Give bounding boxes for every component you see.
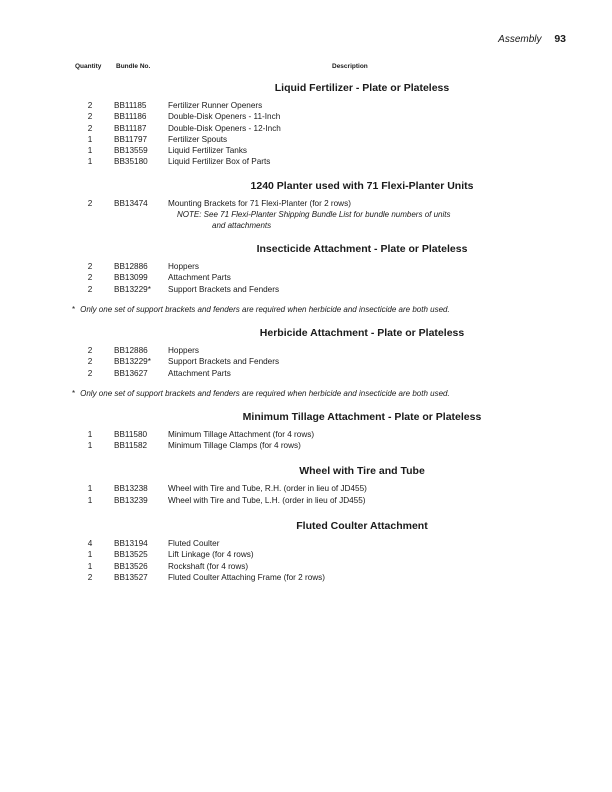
description-cell: Minimum Tillage Clamps (for 4 rows) — [168, 441, 301, 451]
column-header-quantity: Quantity — [75, 63, 102, 70]
description-cell: Fertilizer Runner Openers — [168, 101, 263, 110]
section-title: Insecticide Attachment - Plate or Plateless — [256, 243, 468, 256]
bundle-number-cell: BB12886 — [114, 345, 148, 355]
quantity-cell: 1 — [87, 157, 93, 167]
description-cell: Fluted Coulter Attaching Frame (for 2 rows) — [168, 572, 325, 582]
quantity-cell: 2 — [87, 284, 93, 294]
bundle-number-cell: BB13527 — [114, 572, 148, 582]
section-rows — [0, 261, 612, 295]
section-rows — [0, 429, 612, 452]
section-title: Minimum Tillage Attachment - Plate or Plateless — [242, 410, 482, 423]
quantity-cell: 1 — [87, 495, 93, 505]
section-name: Assembly — [498, 34, 542, 45]
section-gap — [0, 315, 612, 325]
bundle-number-cell: BB13525 — [114, 550, 148, 560]
description-cell: Hoppers — [168, 345, 199, 355]
table-row — [0, 495, 612, 506]
section-title: Liquid Fertilizer - Plate or Plateless — [274, 82, 450, 94]
description-cell: Fertilizer Spouts — [168, 134, 228, 144]
description-cell: Support Brackets and Fenders — [168, 284, 280, 294]
bundle-number-cell: BB13238 — [114, 484, 148, 494]
description-cell: Attachment Parts — [168, 273, 231, 283]
quantity-cell: 1 — [87, 429, 93, 439]
section-gap — [0, 168, 612, 178]
bundle-number-cell: BB13099 — [114, 273, 148, 283]
section-gap — [0, 451, 612, 463]
column-header-bundle: Bundle No. — [116, 63, 151, 70]
footnote — [0, 388, 612, 399]
column-header-description: Description — [332, 63, 368, 70]
quantity-cell: 2 — [87, 368, 93, 378]
description-cell: Lift Linkage (for 4 rows) — [168, 550, 254, 560]
bundle-number-cell: BB13194 — [114, 539, 148, 549]
description-cell: Double-Disk Openers - 12-Inch — [168, 123, 281, 133]
quantity-cell: 1 — [87, 441, 93, 451]
quantity-cell: 1 — [87, 134, 93, 144]
description-cell: Double-Disk Openers - 11-Inch — [168, 112, 281, 122]
bundle-number-cell: BB12886 — [114, 262, 148, 272]
description-cell: Hoppers — [168, 262, 199, 272]
parts-section — [0, 178, 612, 241]
description-cell: Mounting Brackets for 71 Flexi-Planter (for 2 rows) — [168, 198, 351, 208]
description-cell: Minimum Tillage Attachment (for 4 rows) — [168, 429, 315, 439]
section-title: Herbicide Attachment - Plate or Plateless — [259, 326, 465, 339]
section-title: Wheel with Tire and Tube — [299, 465, 425, 478]
table-row — [0, 549, 612, 560]
description-cell: Rockshaft (for 4 rows) — [168, 561, 249, 571]
parts-section — [0, 241, 612, 325]
page-number: 93 — [554, 33, 566, 45]
bundle-number-cell: BB13526 — [114, 561, 148, 571]
parts-section — [0, 463, 612, 518]
bundle-number-cell: BB13229* — [114, 284, 151, 294]
table-row — [0, 123, 612, 134]
quantity-cell: 1 — [87, 561, 93, 571]
bundle-number-cell: BB35180 — [114, 157, 148, 167]
quantity-cell: 1 — [87, 550, 93, 560]
parts-list — [0, 80, 612, 595]
quantity-cell: 2 — [87, 198, 93, 208]
footnote-text: Only one set of support brackets and fenders are required when herbicide and insecticide are both used. — [80, 388, 450, 398]
table-row — [0, 483, 612, 494]
section-rows — [0, 345, 612, 379]
parts-section — [0, 409, 612, 464]
table-row — [0, 198, 612, 209]
description-cell: Wheel with Tire and Tube, L.H. (order in lieu of JD455) — [168, 495, 366, 505]
section-gap — [0, 399, 612, 409]
section-gap — [0, 583, 612, 595]
footnote — [0, 304, 612, 315]
note-line: NOTE: See 71 Flexi-Planter Shipping Bundle List for bundle numbers of units — [177, 210, 451, 220]
bundle-number-cell: BB13559 — [114, 146, 148, 156]
quantity-cell: 2 — [87, 357, 93, 367]
section-gap — [0, 231, 612, 241]
description-cell: Liquid Fertilizer Tanks — [168, 146, 248, 156]
footnote-asterisk: * — [72, 304, 76, 314]
bundle-number-cell: BB11185 — [114, 101, 147, 110]
quantity-cell: 2 — [87, 101, 93, 110]
quantity-cell: 2 — [87, 572, 93, 582]
description-cell: Wheel with Tire and Tube, R.H. (order in lieu of JD455) — [168, 484, 367, 494]
bundle-number-cell: BB13239 — [114, 495, 148, 505]
section-rows — [0, 483, 612, 506]
table-row — [0, 111, 612, 122]
table-row — [0, 100, 612, 111]
table-row — [0, 134, 612, 145]
section-title: Fluted Coulter Attachment — [296, 520, 428, 533]
bundle-number-cell: BB11187 — [114, 123, 147, 133]
section-rows — [0, 538, 612, 583]
table-row — [0, 356, 612, 367]
description-cell: Attachment Parts — [168, 368, 231, 378]
table-row — [0, 261, 612, 272]
note-line-continued: and attachments — [212, 221, 272, 231]
table-row — [0, 272, 612, 283]
bundle-number-cell: BB11186 — [114, 112, 147, 122]
quantity-cell: 2 — [87, 123, 93, 133]
table-row — [0, 572, 612, 583]
parts-section — [0, 80, 612, 178]
quantity-cell: 1 — [87, 146, 93, 156]
description-cell: Fluted Coulter — [168, 539, 220, 549]
section-rows — [0, 198, 612, 209]
parts-section — [0, 518, 612, 595]
bundle-number-cell: BB11582 — [114, 441, 148, 451]
bundle-number-cell: BB13474 — [114, 198, 148, 208]
bundle-number-cell: BB13229* — [114, 357, 151, 367]
table-row — [0, 368, 612, 379]
table-row — [0, 345, 612, 356]
parts-section — [0, 325, 612, 409]
section-gap — [0, 506, 612, 518]
description-cell: Liquid Fertilizer Box of Parts — [168, 157, 271, 167]
table-row — [0, 561, 612, 572]
bundle-number-cell: BB11797 — [114, 134, 148, 144]
quantity-cell: 2 — [87, 345, 93, 355]
quantity-cell: 4 — [87, 539, 93, 549]
table-row — [0, 284, 612, 295]
quantity-cell: 1 — [87, 484, 93, 494]
footnote-asterisk: * — [72, 388, 76, 398]
bundle-number-cell: BB13627 — [114, 368, 148, 378]
table-row — [0, 440, 612, 451]
quantity-cell: 2 — [87, 262, 93, 272]
quantity-cell: 2 — [87, 273, 93, 283]
table-row — [0, 145, 612, 156]
footnote-text: Only one set of support brackets and fenders are required when herbicide and insecticide are both used. — [80, 304, 450, 314]
table-row — [0, 156, 612, 167]
bundle-number-cell: BB11580 — [114, 429, 148, 439]
section-title: 1240 Planter used with 71 Flexi-Planter Units — [250, 179, 474, 192]
quantity-cell: 2 — [87, 112, 93, 122]
description-cell: Support Brackets and Fenders — [168, 357, 280, 367]
page-header — [498, 33, 566, 45]
note-text — [0, 209, 517, 231]
section-rows — [0, 100, 612, 168]
table-row — [0, 429, 612, 440]
table-row — [0, 538, 612, 549]
